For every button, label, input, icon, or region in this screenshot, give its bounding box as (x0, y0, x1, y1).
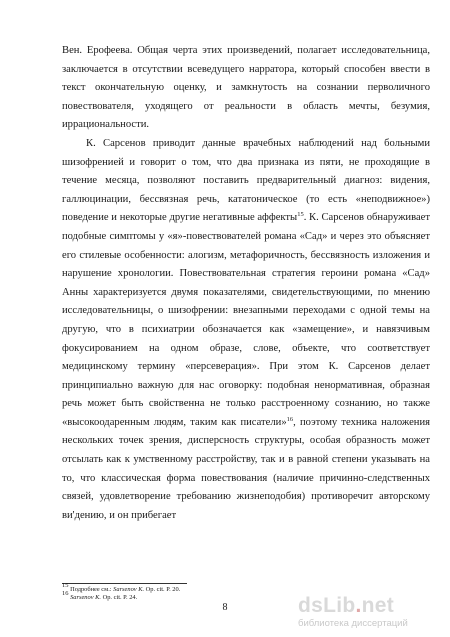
paragraph-1 (62, 42, 430, 135)
paragraph-text: К. Сарсенов приводит данные врачебных наблюдений над больными шизофренией и говорит о том, что два признака из пяти, не проходящие в течение месяца, позволяют поставить предварительный диагноз: видения, галлюцинации, бессвязная речь, кататоническое (то есть «неподвижное») поведение и некоторые другие негативные аффекты (62, 137, 430, 224)
footnote-16: $^{16}$ Sarsenov K. Op. cit. P. 24. (62, 590, 138, 602)
footnote-marker: 16 (62, 590, 69, 598)
watermark-tagline: библиотека диссертаций (298, 618, 408, 629)
watermark-logo: dsLib.net (298, 594, 395, 617)
footnote-ref: 15 (297, 211, 304, 219)
dslib-watermark (298, 595, 438, 629)
paragraph-2 (62, 135, 430, 525)
paragraph-text: , поэтому техника наложения нескольких точек зрения, дисперсность структуры, особая образность может отсылать как к умственному расстройству, так и в равной степени указывать на то, что классическая форма повествования (наличие причинно-следственных связей, удовлетворение требованию жизнеподобия) противоречит авторскому ви'дению, и он прибегает (62, 416, 431, 521)
footnote-15: $^{15}$ Подробнее см.: Sarsenov K. Op. cit. P. 20. (62, 582, 181, 593)
footnote-separator (62, 583, 187, 584)
footnote-marker: 15 (62, 582, 69, 589)
paragraph-text: . К. Сарсенов обнаруживает подобные симптомы у «я»-повествователей романа «Сад» и через это объясняет его стилевые особенности: алогизм, метафоричность, бессвязность изложения и нарушение хронологии. Повествовательная стратегия героини романа «Сад» Анны характеризуется двумя показателями, свидетельствующими, по мнению исследовательницы, о шизофрении: внезапными переходами с одной темы на другую, что в психиатрии обозначается как «замещение», и навязчивым фокусированием на одном образе, слове, объекте, что соответствует медицинскому термину «персеверация». При этом К. Сарсенов делает принципиально важную для нас оговорку: подобная ненормативная, образная речь может быть свойственна не только расстроенному сознанию, но также «высокоодаренным людям, таким как писатели» (62, 212, 431, 428)
body-text (62, 42, 430, 525)
page-number: 8 (222, 602, 228, 613)
footnote-author: Sarsenov K. (113, 586, 145, 593)
footnote-ref: 16 (286, 415, 294, 423)
footnote-author: Sarsenov K. (70, 594, 101, 602)
paragraph-text: Вен. Ерофеева. Общая черта этих произведений, полагает исследовательница, заключается в отсутствии всеведущего нарратора, который способен ввести в текст окончательную оценку, и замкнутость на сознании перволичного повествователя, уходящего от реальности в область мечты, безумия, иррациональности. (62, 45, 430, 131)
